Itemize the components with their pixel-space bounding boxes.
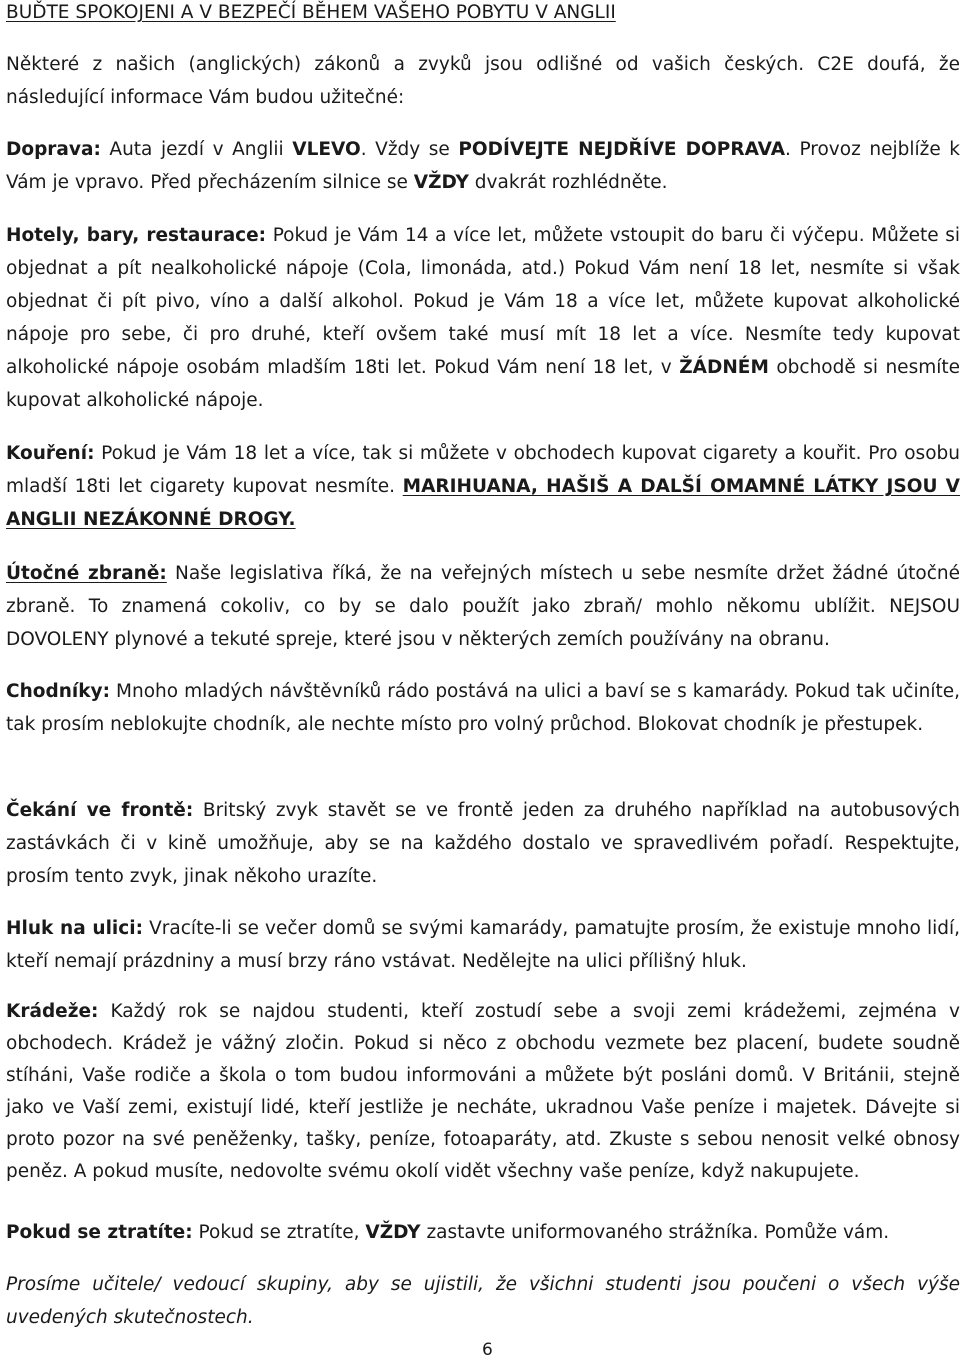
doprava-paragraph: [6, 133, 960, 199]
kradeze-paragraph: [6, 996, 960, 1188]
ztratite-paragraph: [6, 1216, 960, 1249]
page-number: 6: [482, 1340, 493, 1360]
hluk-paragraph: [6, 912, 960, 978]
ztratite-text-2: zastavte uniformovaného strážníka. Pomůže vám.: [420, 1222, 890, 1243]
doprava-text-3: . Provoz nejblíže k Vám je vpravo. Před přecházením silnice se: [6, 139, 960, 193]
chodniky-paragraph: [6, 675, 960, 741]
hluk-heading: Hluk na ulici:: [6, 918, 143, 939]
zbrane-paragraph: [6, 557, 960, 656]
intro-text: Některé z našich (anglických) zákonů a zvyků jsou odlišné od vašich českých. C2E doufá, že následující informace Vám budou užitečné:: [6, 54, 960, 108]
doprava-bold-3: VŽDY: [413, 172, 469, 193]
doprava-heading: Doprava:: [6, 139, 101, 160]
doprava-bold-2: PODÍVEJTE NEJDŘÍVE DOPRAVA: [458, 139, 786, 160]
fronta-heading: Čekání ve frontě:: [6, 800, 194, 821]
ztratite-text-1: Pokud se ztratíte,: [192, 1222, 366, 1243]
hotely-text-1: Pokud je Vám 14 a více let, můžete vstoupit do baru či výčepu. Můžete si objednat a pít nealkoholické nápoje (Cola, limonáda, atd.) Pokud Vám není 18 let, nesmíte si však objednat či pít pivo, víno a další alkohol. Pokud je Vám 18 a více let, můžete kupovat alkoholické nápoje pro sebe, či pro druhé, kteří ovšem také musí mít 18 let a více. Nesmíte tedy kupovat alkoholické nápoje osobám mladším 18ti let. Pokud Vám není 18 let, v: [6, 225, 960, 378]
closing-note: [6, 1268, 960, 1334]
hotely-heading: Hotely, bary, restaurace:: [6, 225, 267, 246]
doprava-text-2: . Vždy se: [360, 139, 459, 160]
hotely-bold-1: ŽÁDNÉM: [679, 357, 769, 378]
zbrane-heading: Útočné zbraně:: [6, 563, 167, 584]
hotely-paragraph: [6, 219, 960, 417]
hotely-text-2: obchodě si nesmíte kupovat alkoholické nápoje.: [6, 357, 960, 411]
zbrane-text-1: Naše legislativa říká, že na veřejných místech u sebe nesmíte držet žádné útočné zbraně. To znamená cokoliv, co by se dalo použít jako zbraň/ mohlo někomu ublížit. NEJSOU DOVOLENY plynové a tekuté spreje, které jsou v některých zemích používány na obranu.: [6, 563, 960, 650]
fronta-text-1: Britský zvyk stavět se ve frontě jeden za druhého například na autobusových zastávkách či v kině umožňuje, aby se na každého dostalo ve spravedlivém pořadí. Respektujte, prosím tento zvyk, jinak někoho urazíte.: [6, 800, 960, 887]
kradeze-heading: Krádeže:: [6, 1001, 99, 1022]
hluk-text-1: Vracíte-li se večer domů se svými kamarády, pamatujte prosím, že existuje mnoho lidí, kteří nemají prázdniny a musí brzy ráno vstávat. Nedělejte na ulici přílišný hluk.: [6, 918, 960, 972]
koureni-paragraph: [6, 437, 960, 536]
intro-paragraph: [6, 48, 960, 114]
kradeze-text-1: Každý rok se najdou studenti, kteří zostudí sebe a svoji zemi krádežemi, zejména v obchodech. Krádež je vážný zločin. Pokud si něco z obchodu vezmete bez placení, budete soudně stíháni, Vaše rodiče a škola o tom budou informováni a můžete být posláni domů. V Británii, stejně jako ve Vaší zemi, existují lidé, kteří jestliže je necháte, ukradnou Vaše peníze i majetek. Dávejte si proto pozor na své peněženky, tašky, peníze, fotoaparáty, atd. Zkuste s sebou nenosit velké obnosy peněz. A pokud musíte, nedovolte svému okolí vidět všechny vaše peníze, když nakupujete.: [6, 1001, 960, 1182]
koureni-heading: Kouření:: [6, 443, 95, 464]
doprava-text-4: dvakrát rozhlédněte.: [468, 172, 668, 193]
page-title: BUĎTE SPOKOJENI A V BEZPEČÍ BĚHEM VAŠEHO POBYTU V ANGLII: [6, 2, 616, 23]
koureni-bold-1: MARIHUANA, HAŠIŠ A DALŠÍ OMAMNÉ LÁTKY JSOU V ANGLII NEZÁKONNÉ DROGY.: [6, 476, 960, 530]
closing-text: Prosíme učitele/ vedoucí skupiny, aby se ujistili, že všichni studenti jsou poučeni o všech výše uvedených skutečnostech.: [6, 1274, 960, 1328]
chodniky-text-1: Mnoho mladých návštěvníků rádo postává na ulici a baví se s kamarády. Pokud tak učiníte, tak prosím neblokujte chodník, ale nechte místo pro volný průchod. Blokovat chodník je přestupek.: [6, 681, 960, 735]
ztratite-bold-1: VŽDY: [365, 1222, 421, 1243]
koureni-text-1: Pokud je Vám 18 let a více, tak si můžete v obchodech kupovat cigarety a kouřit. Pro osobu mladší 18ti let cigarety kupovat nesmíte.: [6, 443, 960, 497]
fronta-paragraph: [6, 794, 960, 893]
doprava-bold-1: VLEVO: [292, 139, 361, 160]
doprava-text-1: Auta jezdí v Anglii: [100, 139, 293, 160]
chodniky-heading: Chodníky:: [6, 681, 110, 702]
ztratite-heading: Pokud se ztratíte:: [6, 1222, 193, 1243]
